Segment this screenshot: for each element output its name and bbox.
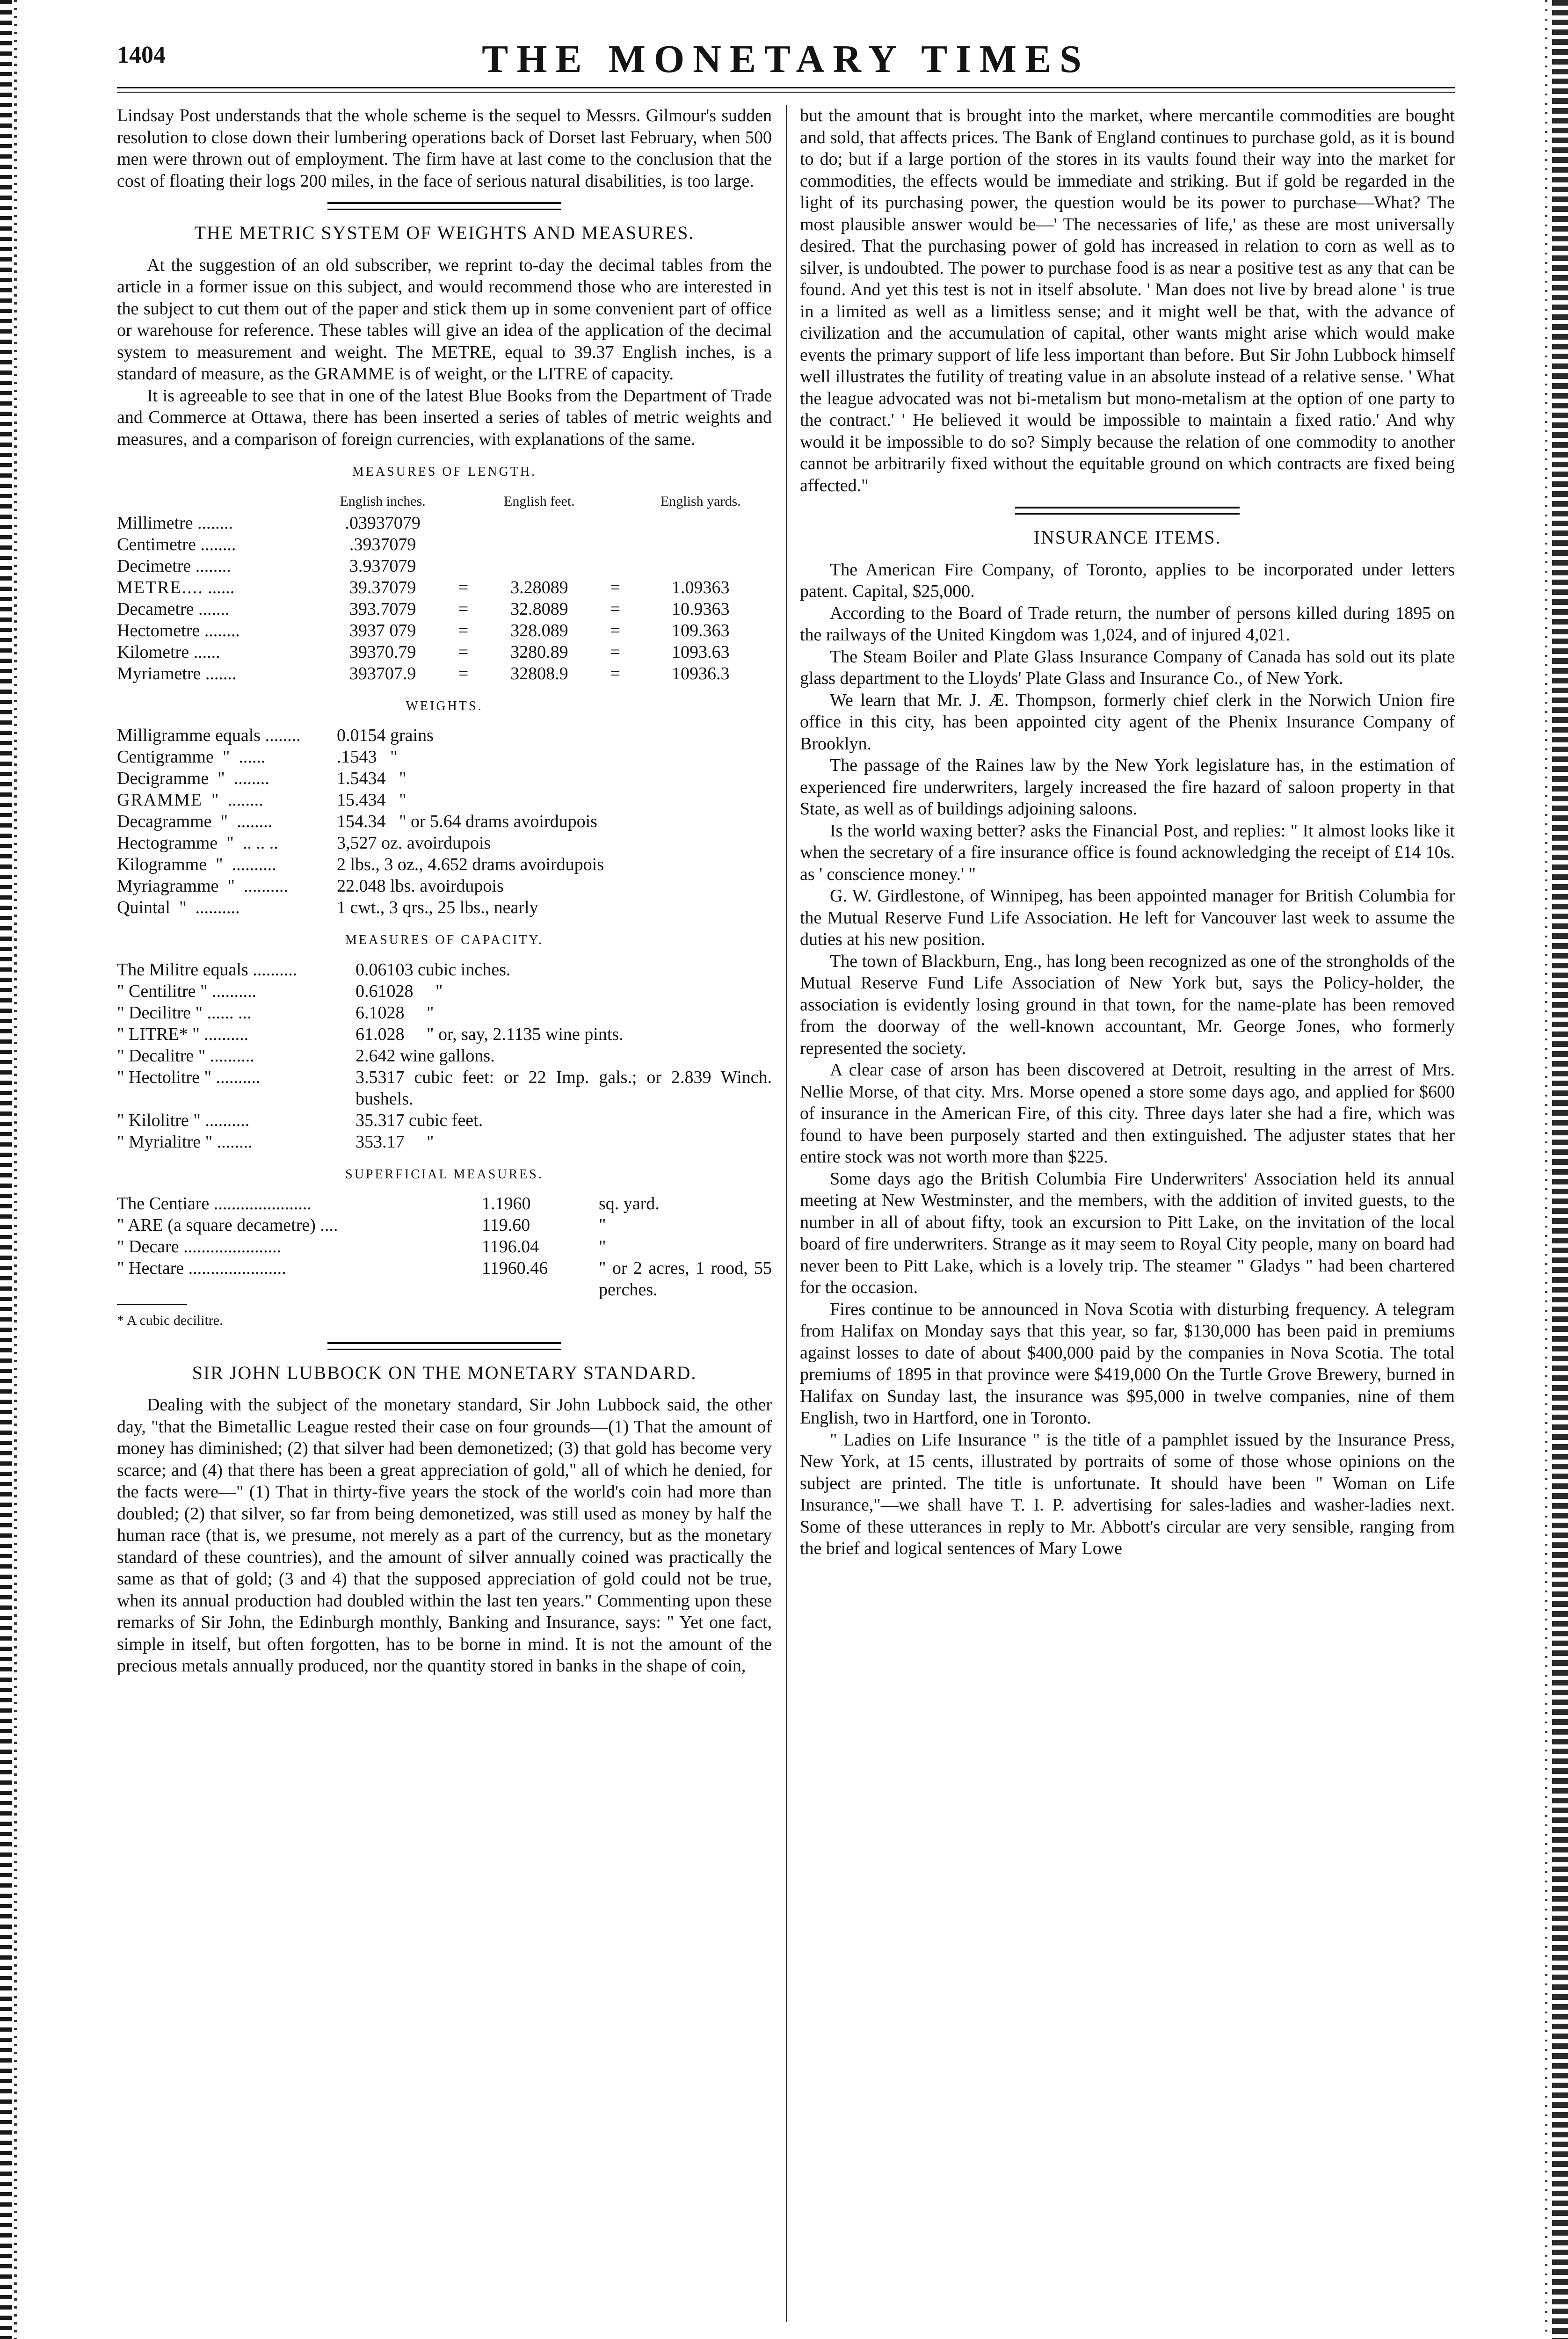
insurance-item: The Steam Boiler and Plate Glass Insurance Company of Canada has sold out its plate glass department to the Lloyds' Plate Glass and Insurance Co., of New York. [800, 646, 1455, 688]
header-inches: English inches. [340, 493, 426, 509]
table-row: The Militre equals .......... 0.06103 cubic inches. [117, 959, 511, 980]
page-header [117, 28, 1455, 84]
length-table-header [117, 491, 772, 512]
header-feet: English feet. [504, 493, 575, 509]
table-row: " Decalitre " .......... 2.642 wine gallons. [117, 1046, 495, 1066]
table-row: Centigramme " ...... .1543 " [117, 747, 398, 767]
masthead-title: THE MONETARY TIMES [482, 37, 1090, 81]
weights-table [117, 725, 772, 918]
insurance-item: Fires continue to be announced in Nova Scotia with disturbing frequency. A telegram from Halifax on Monday says that this year, so far, $130,000 has been paid in premiums against losses to date of about $400,000 paid by the companies in Nova Scotia. The total premiums of 1895 in that province were $419,000 On the Turtle Grove Brewery, burned in Halifax on Sunday last, the insurance was $95,000 in twelve companies, nine of them English, two in Hartford, one in Toronto. [800, 1299, 1455, 1428]
section-separator [327, 202, 561, 210]
lubbock-heading: SIR JOHN LUBBOCK ON THE MONETARY STANDARD. [192, 1362, 697, 1383]
right-column [800, 105, 1455, 2327]
table-row: Kilogramme " .......... 2 lbs., 3 oz., 4.652 drams avoirdupois [117, 855, 604, 874]
intro-paragraph: Lindsay Post understands that the whole scheme is the sequel to Messrs. Gilmour's sudden resolution to close down their lumbering operations back of Dorset last February, when 500 men were thrown out of employment. The firm have at last come to the conclusion that the cost of floating their logs 200 miles, in the face of serious natural disabilities, is too large. [117, 106, 772, 191]
insurance-heading: INSURANCE ITEMS. [1033, 527, 1221, 548]
page-number: 1404 [117, 42, 166, 68]
header-rule-bottom [117, 92, 1455, 93]
table-row: " Hectare ...................... 11960.46 " or 2 acres, 1 rood, 55 perches. [117, 1258, 772, 1300]
table-row: Decigramme " ........ 1.5434 " [117, 769, 407, 788]
header-rule-top [117, 87, 1455, 88]
table-row: " Myrialitre " ........ 353.17 " [117, 1132, 434, 1152]
table-row: Hectometre ........ 3937 079 = 328.089 = 109.363 [117, 620, 730, 640]
length-table [117, 491, 772, 684]
insurance-item: The town of Blackburn, Eng., has long been recognized as one of the strongholds of the Mutual Reserve Fund Life Association of New York but, says the Policy-holder, the association is evidently losing ground in that town, for the name-plate has been removed from the doorway of the well-known accountant, Mr. George Jones, who formerly represented the society. [800, 951, 1455, 1058]
footnote-rule [117, 1304, 187, 1305]
capacity-table-title: MEASURES OF CAPACITY. [345, 933, 544, 947]
left-scan-edge [0, 0, 12, 2339]
insurance-item: According to the Board of Trade return, the number of persons killed during 1895 on the railways of the United Kingdom was 1,024, and of injured 4,021. [800, 603, 1455, 645]
weights-table-title: WEIGHTS. [406, 698, 483, 713]
table-row: Kilometre ...... 39370.79 = 3280.89 = 1093.63 [117, 642, 730, 662]
insurance-item: The passage of the Raines law by the New York legislature has, in the estimation of experienced fire underwriters, largely increased the fire hazard of saloon property in that State, as well as of buildings adjoining saloons. [800, 755, 1455, 819]
table-row: Myriagramme " .......... 22.048 lbs. avoirdupois [117, 876, 504, 896]
left-scan-edge-inner [14, 0, 17, 2339]
insurance-item: G. W. Girdlestone, of Winnipeg, has been appointed manager for British Columbia for the Mutual Reserve Fund Life Association. He left for Vancouver last week to assume the duties at his new position. [800, 886, 1455, 949]
right-scan-edge [1552, 0, 1568, 2339]
right-scan-edge-inner [1545, 0, 1547, 2339]
table-row: " LITRE* " .......... 61.028 " or, say, 2.1135 wine pints. [117, 1024, 624, 1044]
table-row: GRAMME " ........ 15.434 " [117, 790, 407, 810]
metric-heading: THE METRIC SYSTEM OF WEIGHTS AND MEASURES. [194, 222, 695, 243]
left-column [117, 105, 772, 2327]
capacity-table [117, 959, 772, 1153]
table-row: " Decilitre " ...... ... 6.1028 " [117, 1002, 434, 1023]
table-row: " Hectolitre " .......... 3.5317 cubic feet: or 22 Imp. gals.; or 2.839 Winch. bushels. [117, 1067, 772, 1109]
table-row: " Decare ...................... 1196.04 " [117, 1237, 606, 1257]
footnote: * A cubic decilitre. [117, 1313, 223, 1328]
table-row: Decimetre ........ 3.937079 [117, 556, 416, 576]
table-row: Hectogramme " .. .. .. 3,527 oz. avoirdupois [117, 833, 491, 853]
table-row: " Kilolitre " .......... 35.317 cubic feet. [117, 1110, 483, 1130]
insurance-item: Some days ago the British Columbia Fire Underwriters' Association held its annual meeting at New Westminster, and the members, with the addition of invited guests, to the number in all of about fifty, took an excursion to Pitt Lake, on the invitation of the local board of fire underwriters. Strange as it may seem to Royal City people, many on board had never been to Pitt Lake, which is a lovely trip. The steamer " Gladys " had been chartered for the occasion. [800, 1169, 1455, 1297]
superficial-table [117, 1193, 772, 1300]
table-row: " ARE (a square decametre) .... 119.60 " [117, 1215, 606, 1235]
metric-paragraph-2: It is agreeable to see that in one of the latest Blue Books from the Department of Trade and Commerce at Ottawa, there has been inserted a series of tables of metric weights and measures, and a comparison of foreign currencies, with explanations of the same. [117, 385, 772, 449]
column-divider [786, 105, 787, 2322]
insurance-item: The American Fire Company, of Toronto, applies to be incorporated under letters patent. Capital, $25,000. [800, 559, 1455, 601]
superficial-table-title: SUPERFICIAL MEASURES. [345, 1167, 544, 1182]
insurance-item: Is the world waxing better? asks the Financial Post, and replies: " It almost looks like it when the secretary of a fire insurance office is found acknowledging the receipt of £14 10s. as ' conscience money.' " [800, 821, 1455, 884]
section-separator [327, 1342, 561, 1350]
header-yards: English yards. [660, 493, 741, 509]
table-row: Myriametre ....... 393707.9 = 32808.9 = 10936.3 [117, 663, 730, 683]
table-row: Millimetre ........ .03937079 [117, 513, 421, 533]
table-row: Quintal " .......... 1 cwt., 3 qrs., 25 lbs., nearly [117, 898, 538, 917]
table-row: The Centiare ...................... 1.1960 sq. yard. [117, 1194, 660, 1213]
table-row: " Centilitre " .......... 0.61028 " [117, 981, 443, 1001]
table-row: Centimetre ........ .3937079 [117, 534, 416, 554]
table-row: Decagramme " ........ 154.34 " or 5.64 drams avoirdupois [117, 812, 597, 831]
lubbock-paragraph: Dealing with the subject of the monetary standard, Sir John Lubbock said, the other day, "that the Bimetallic League rested their case on four grounds—(1) That the amount of money has diminished; (2) that silver had been demonetized; (3) that gold has become very scarce; and (4) that there has been a great appreciation of gold," all of which he denied, for the facts were—" (1) That in thirty-five years the stock of the world's coin had more than doubled; (2) that silver, so far from being demonetized, was still used as money by half the human race (that is, we presume, not merely as a part of the currency, but as the monetary standard of these countries), and the amount of silver annually coined was practically the same as that of gold; (3 and 4) that the supposed appreciation of gold could not be true, when its annual production had doubled within the last ten years." Commenting upon these remarks of Sir John, the Edinburgh monthly, Banking and Insurance, says: " Yet one fact, simple in itself, but often forgotten, has to be borne in mind. It is not the amount of the precious metals annually produced, nor the quantity stored in banks in the shape of coin, [117, 1395, 772, 1676]
insurance-item: " Ladies on Life Insurance " is the title of a pamphlet issued by the Insurance Press, New York, at 15 cents, illustrated by portraits of some of those whose opinions on the subject are printed. The title is unfortunate. It should have been " Woman on Life Insurance,"—we shall have T. I. P. advertising for sales-ladies and washer-ladies next. Some of these utterances in reply to Mr. Abbott's circular are very sensible, ranging from the brief and logical sentences of Mary Lowe [800, 1430, 1455, 1558]
section-separator [1015, 507, 1240, 515]
lubbock-continuation: but the amount that is brought into the market, where mercantile commodities are bought and sold, that affects prices. The Bank of England continues to purchase gold, as it is bound to do; but if a large portion of the stores in its vaults found their way into the market for commodities, the effects would be immediate and striking. But if gold be regarded in the light of its purchasing power, the question would be its power to purchase—What? The most plausible answer would be—' The necessaries of life,' as these are most universally desired. That the purchasing power of gold has increased in relation to corn as well as to silver, is undoubted. The power to purchase food is as near a positive test as any that can be found. And yet this test is not in itself absolute. ' Man does not live by bread alone ' is true in a limited as well as a limitless sense; and it might well be that, with the advance of civilization and the accumulation of capital, other wants might arise which would make events the primary support of life less important than before. But Sir John Lubbock himself well illustrates the futility of treating value in an absolute instead of a relative sense. ' What the league advocated was not bi-metalism but mono-metalism at the option of one party to the contract.' ' He believed it would be impossible to maintain a fixed ratio.' And why would it be impossible to do so? Simply because the relation of one commodity to another cannot be arbitrarily fixed without the equitable ground on which contracts are fixed being affected." [800, 106, 1455, 495]
insurance-item: We learn that Mr. J. Æ. Thompson, formerly chief clerk in the Norwich Union fire office in this city, has been appointed city agent of the Phenix Insurance Company of Brooklyn. [800, 690, 1455, 754]
insurance-item: A clear case of arson has been discovered at Detroit, resulting in the arrest of Mrs. Nellie Morse, of that city. Mrs. Morse opened a store some days ago, and applied for $600 of insurance in the American Fire, of this city. Three days later she had a fire, which was found to have been purposely started and then extinguished. The adjuster states that her entire stock was not worth more than $225. [800, 1060, 1455, 1167]
table-row: Decametre ....... 393.7079 = 32.8089 = 10.9363 [117, 599, 730, 619]
length-table-title: MEASURES OF LENGTH. [352, 465, 537, 479]
table-row: Milligramme equals ........ 0.0154 grains [117, 726, 434, 745]
metric-paragraph-1: At the suggestion of an old subscriber, we reprint to-day the decimal tables from the article in a former issue on this subject, and would recommend those who are interested in the subject to cut them out of the paper and stick them up in some convenient part of office or warehouse for reference. These tables will give an idea of the application of the decimal system to measurement and weight. The METRE, equal to 39.37 English inches, is a standard of measure, as the GRAMME is of weight, or the LITRE of capacity. [117, 255, 772, 384]
table-row: METRE.... ...... 39.37079 = 3.28089 = 1.09363 [117, 577, 730, 597]
